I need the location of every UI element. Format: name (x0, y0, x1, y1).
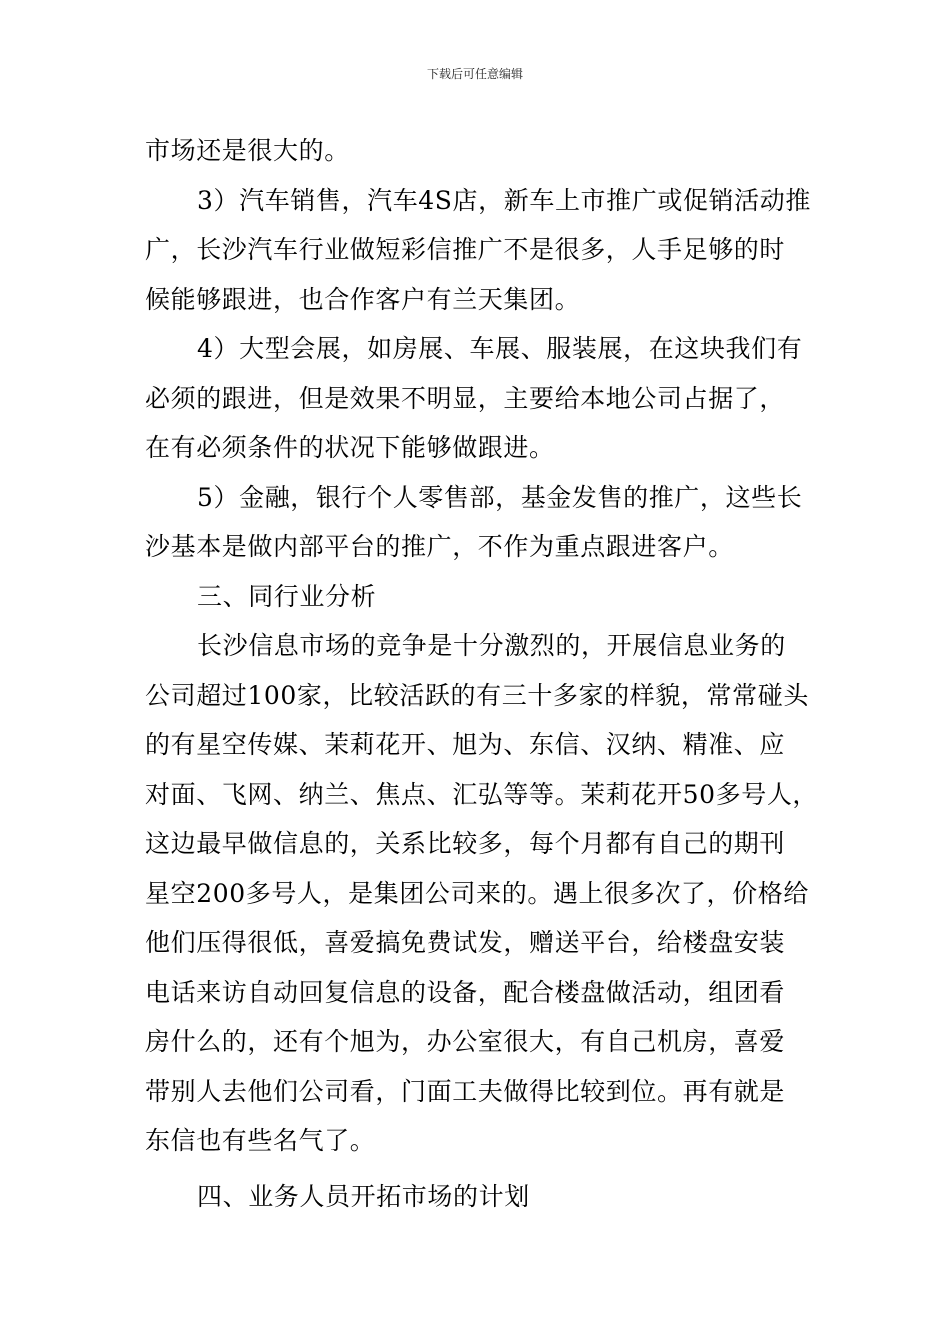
text-line: 候能够跟进，也合作客户有兰天集团。 (145, 284, 581, 314)
text-line: 对面、飞网、纳兰、焦点、汇弘等等。茉莉花开50多号人， (145, 779, 819, 809)
page-header: 下载后可任意编辑 (426, 67, 523, 81)
document-body (145, 126, 819, 1221)
text-line: 电话来访自动回复信息的设备，配合楼盘做活动，组团看 (145, 977, 786, 1007)
text-line: 这边最早做信息的，关系比较多，每个月都有自己的期刊 (145, 829, 786, 858)
text-line: 他们压得很低，喜爱搞免费试发，赠送平台，给楼盘安装 (145, 928, 786, 957)
section-heading-4: 四、业务人员开拓市场的计划 (197, 1181, 530, 1211)
text-line: 星空200多号人，是集团公司来的。遇上很多次了，价格给 (145, 878, 809, 908)
text-line: 广，长沙汽车行业做短彩信推广不是很多，人手足够的时 (145, 235, 786, 264)
text-line: 在有必须条件的状况下能够做跟进。 (145, 433, 555, 462)
text-line: 沙基本是做内部平台的推广，不作为重点跟进客户。 (145, 532, 734, 561)
text-line: 东信也有些名气了。 (145, 1126, 376, 1155)
text-line: 必须的跟进，但是效果不明显，主要给本地公司占据了， (145, 383, 786, 413)
text-line-item-5: 5）金融，银行个人零售部，基金发售的推广，这些长 (197, 482, 803, 512)
text-line: 公司超过100家，比较活跃的有三十多家的样貌，常常碰头 (145, 680, 809, 710)
text-line: 的有星空传媒、茉莉花开、旭为、东信、汉纳、精准、应 (145, 730, 786, 759)
paragraph-start: 长沙信息市场的竞争是十分激烈的，开展信息业务的 (197, 631, 786, 660)
text-line: 房什么的，还有个旭为，办公室很大，有自己机房，喜爱 (145, 1027, 786, 1056)
section-heading-3: 三、同行业分析 (197, 581, 377, 611)
text-line: 带别人去他们公司看，门面工夫做得比较到位。再有就是 (145, 1076, 786, 1106)
text-line-item-3: 3）汽车销售，汽车4S店，新车上市推广或促销活动推 (197, 185, 811, 215)
text-line: 市场还是很大的。 (145, 136, 350, 165)
text-line-item-4: 4）大型会展，如房展、车展、服装展，在这块我们有 (197, 334, 803, 363)
